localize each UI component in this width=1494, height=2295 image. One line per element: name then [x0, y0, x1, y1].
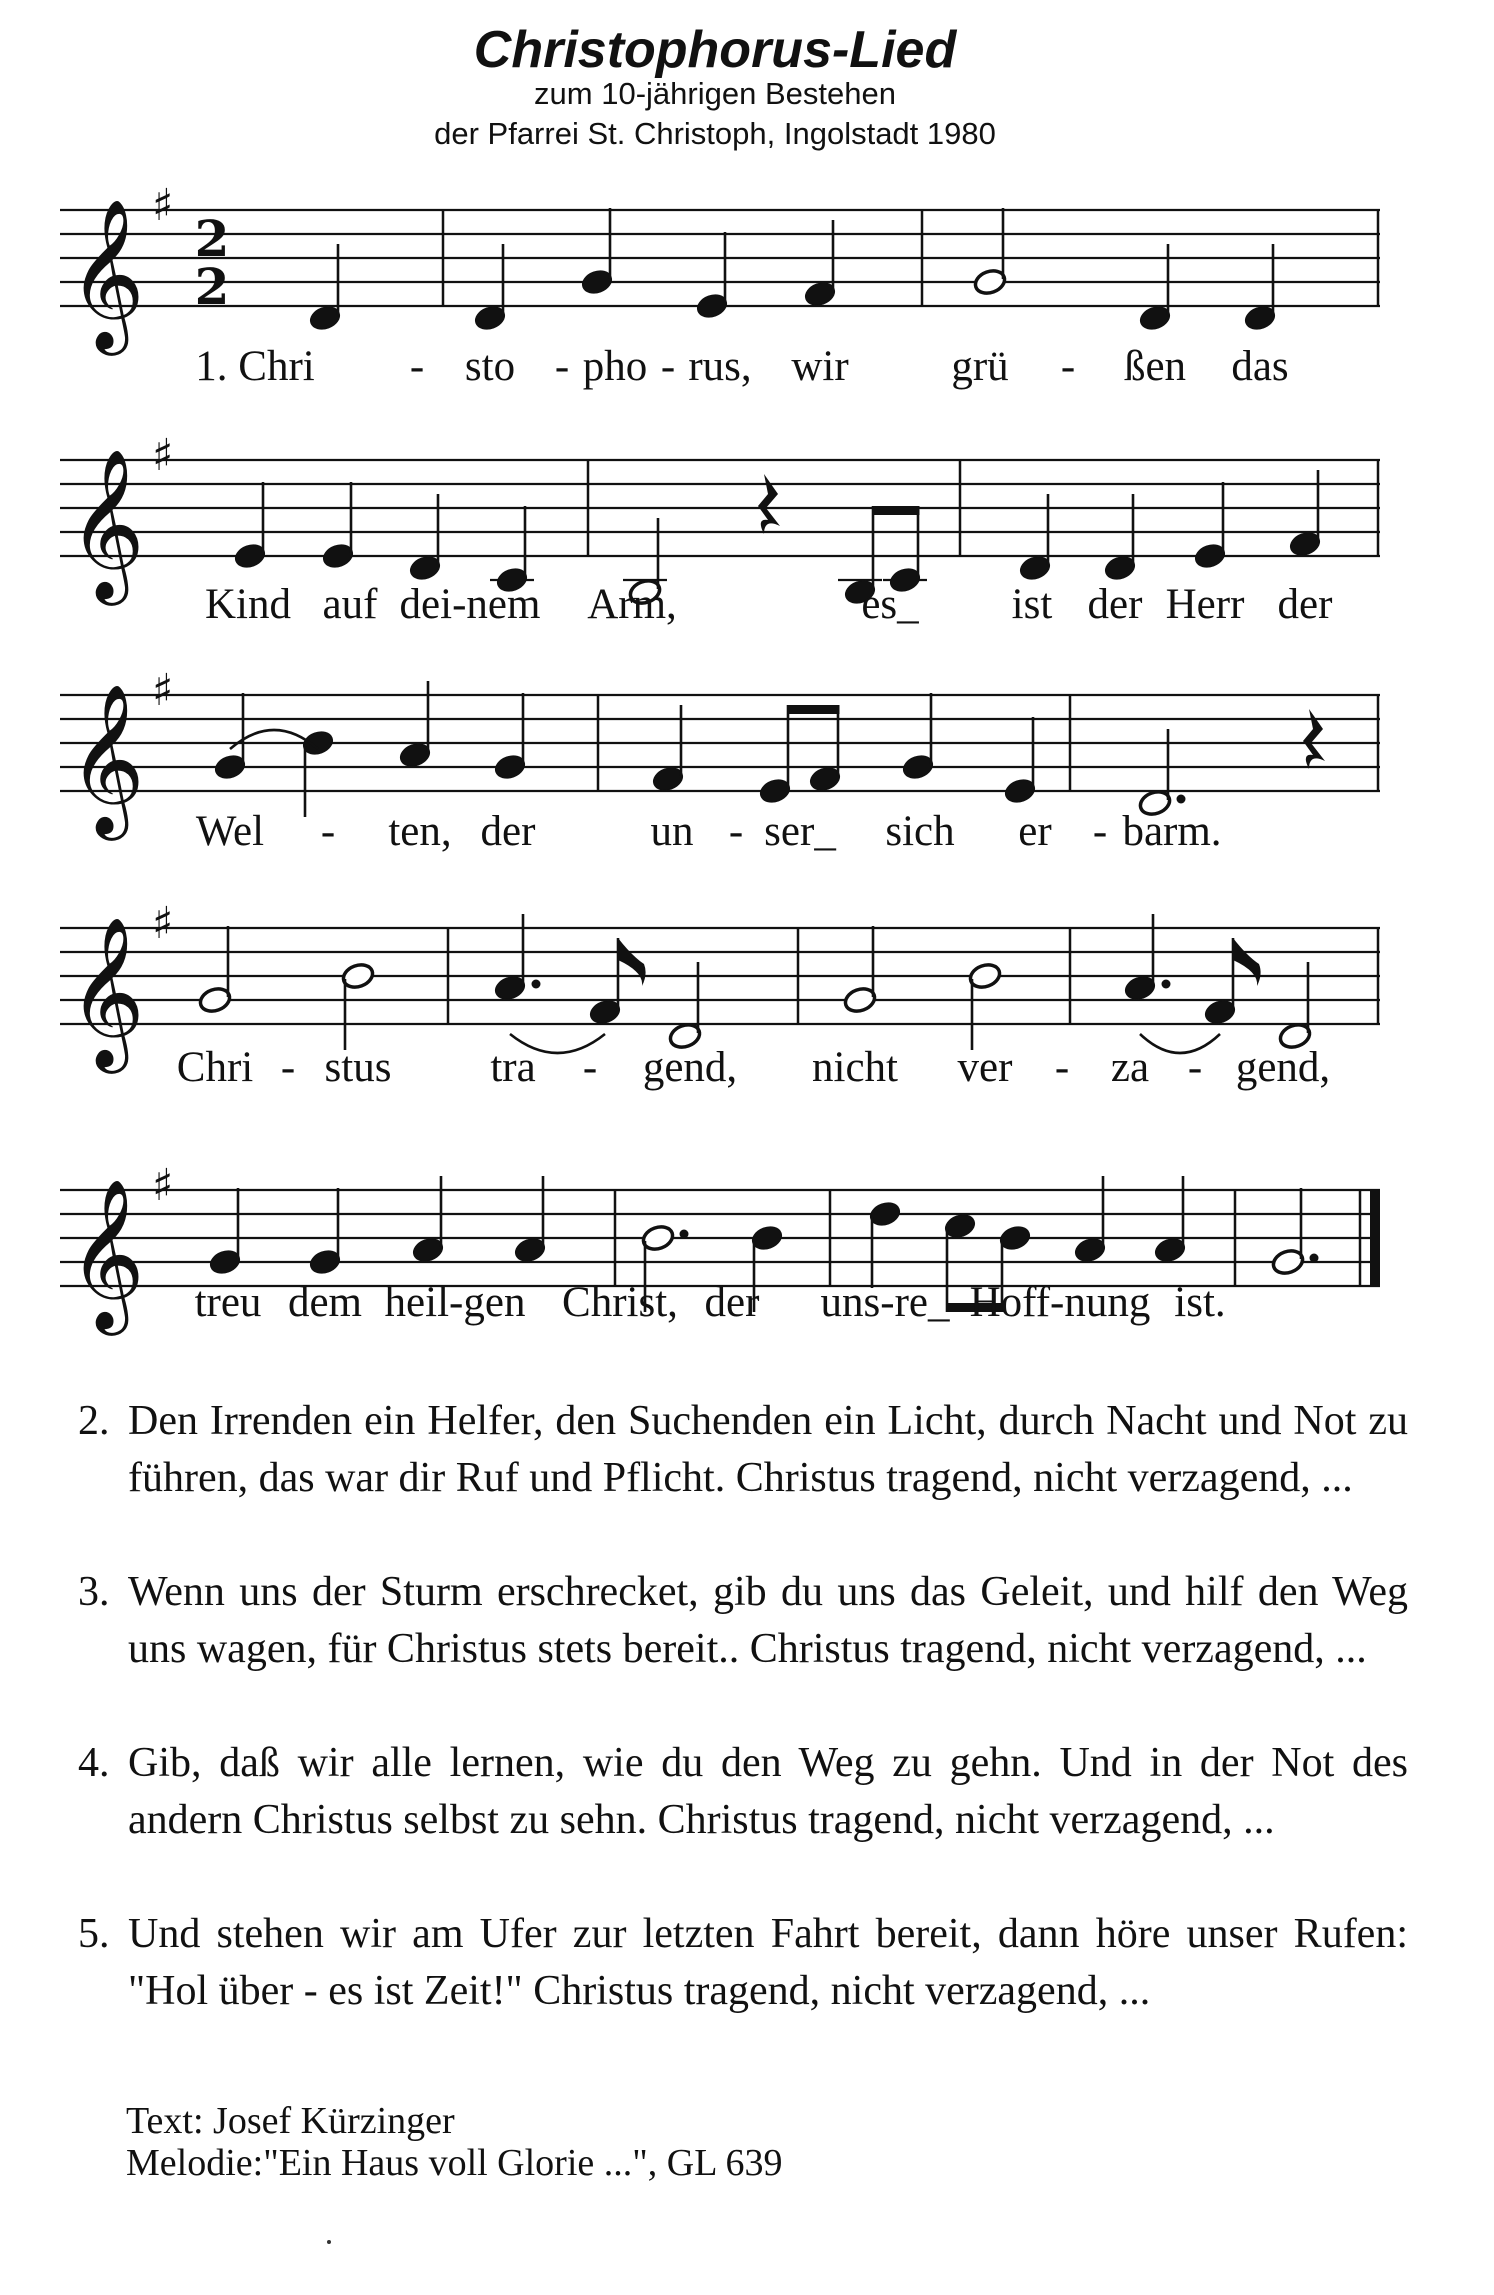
note-flag: [618, 938, 646, 986]
time-signature-top: 2: [194, 209, 230, 268]
verse-text: Wenn uns der Sturm erschrecket, gib du uns das Geleit, und hilf den Weg uns wagen, für Christus stets bereit.. Christus tragend, nicht verzagend, ...: [128, 1569, 1408, 1672]
music-staff-1: [60, 130, 1380, 350]
lyric-syllable: -: [409, 343, 425, 390]
lyric-syllable: -: [554, 343, 570, 390]
time-signature-bottom: 2: [194, 257, 230, 316]
verse-text: Und stehen wir am Ufer zur letzten Fahrt bereit, dann höre unser Rufen: "Hol über - es ist Zeit!" Christus tragend, nicht verzagend, ...: [128, 1911, 1408, 2014]
note-dot: [1177, 795, 1186, 804]
lyric-syllable: sich: [885, 808, 955, 855]
lyric-syllable: der: [1277, 581, 1333, 628]
note-dot: [1162, 980, 1171, 989]
lyric-syllable: rus,: [688, 343, 752, 390]
sharp-icon: ♯: [152, 430, 174, 481]
lyric-syllable: barm.: [1122, 808, 1222, 855]
lyrics-line-4: [60, 1043, 1380, 1093]
lyric-syllable: -: [1054, 1044, 1070, 1091]
lyric-syllable: gend,: [642, 1044, 738, 1091]
lyric-syllable: Christ,: [562, 1279, 678, 1326]
note-beam: [787, 705, 840, 714]
lyric-syllable: ßen: [1123, 343, 1187, 390]
lyric-syllable: -: [660, 343, 676, 390]
lyric-syllable: ver: [957, 1044, 1013, 1091]
note-dot: [532, 980, 541, 989]
speck: [327, 2240, 331, 2244]
note-dot: [1310, 1254, 1319, 1263]
lyric-syllable: es_: [861, 581, 919, 628]
lyric-syllable: nicht: [812, 1044, 898, 1091]
verse-text: Gib, daß wir alle lernen, wie du den Weg zu gehn. Und in der Not des andern Christus selbst zu sehn. Christus tragend, nicht verzagend, ...: [128, 1740, 1408, 1843]
lyrics-line-5: [60, 1278, 1380, 1328]
lyric-syllable: -: [1187, 1044, 1203, 1091]
lyric-syllable: treu: [194, 1279, 262, 1326]
treble-clef-icon: 𝄞: [68, 1177, 145, 1329]
lyric-syllable: tra: [490, 1044, 536, 1091]
song-title: Christophorus-Lied: [473, 21, 957, 79]
lyric-syllable: dei-nem: [399, 581, 541, 628]
lyric-syllable: ist: [1011, 581, 1053, 628]
verse-number: 4.: [78, 1740, 110, 1786]
lyric-syllable: dem: [287, 1279, 363, 1326]
treble-clef-icon: 𝄞: [68, 915, 145, 1067]
subtitle-line-2: der Pfarrei St. Christoph, Ingolstadt 1980: [434, 116, 996, 151]
lyric-syllable: -: [582, 1044, 598, 1091]
note-beam: [872, 506, 920, 515]
lyric-syllable: Herr: [1165, 581, 1245, 628]
sharp-icon: ♯: [152, 1160, 174, 1211]
lyric-syllable: auf: [322, 581, 378, 628]
verse-number: 3.: [78, 1569, 110, 1615]
lyric-syllable: Kind: [205, 581, 291, 628]
verse-number: 5.: [78, 1911, 110, 1957]
lyric-syllable: wir: [791, 343, 849, 390]
music-staff-3: [60, 615, 1380, 835]
sharp-icon: ♯: [152, 665, 174, 716]
lyric-syllable: heil-gen: [384, 1279, 526, 1326]
lyric-syllable: za: [1110, 1044, 1150, 1091]
lyric-syllable: der: [480, 808, 536, 855]
verse-4: [78, 1735, 1408, 1849]
lyric-syllable: -: [320, 808, 336, 855]
lyric-syllable: -: [1092, 808, 1108, 855]
sharp-icon: ♯: [152, 898, 174, 949]
lyric-syllable: pho: [582, 343, 648, 390]
lyric-syllable: sto: [464, 343, 516, 390]
lyric-syllable: un: [650, 808, 694, 855]
music-staff-4: [60, 848, 1380, 1068]
lyric-syllable: Chri: [176, 1044, 254, 1091]
final-bar-thick: [1370, 1190, 1380, 1286]
treble-clef-icon: 𝄞: [68, 447, 145, 599]
treble-clef-icon: 𝄞: [68, 197, 145, 349]
lyric-syllable: das: [1231, 343, 1289, 390]
lyric-syllable: stus: [324, 1044, 392, 1091]
subtitle-line-1: zum 10-jährigen Bestehen: [534, 76, 896, 111]
verse-3: [78, 1564, 1408, 1678]
lyric-syllable: Arm,: [587, 581, 677, 628]
lyric-syllable: er: [1018, 808, 1052, 855]
note-flag: [1233, 938, 1261, 986]
sharp-icon: ♯: [152, 180, 174, 231]
lyric-syllable: Wel: [195, 808, 265, 855]
lyric-syllable: uns-re_: [820, 1279, 950, 1326]
credit-text: Text: Josef Kürzinger: [126, 2100, 455, 2142]
lyric-syllable: ist.: [1174, 1279, 1226, 1326]
verse-text: Den Irrenden ein Helfer, den Suchenden ein Licht, durch Nacht und Not zu führen, das war dir Ruf und Pflicht. Christus tragend, nicht verzagend, ...: [128, 1398, 1408, 1501]
music-staff-2: [60, 380, 1380, 600]
lyric-syllable: der: [704, 1279, 760, 1326]
lyric-syllable: gend,: [1235, 1044, 1331, 1091]
lyric-syllable: Hoff-nung: [969, 1279, 1151, 1326]
lyric-syllable: 1. Chri: [195, 343, 315, 390]
lyric-syllable: ten,: [388, 808, 452, 855]
credit-melody: Melodie:"Ein Haus voll Glorie ...", GL 639: [126, 2142, 783, 2184]
lyric-syllable: der: [1087, 581, 1143, 628]
lyric-syllable: ser_: [764, 808, 836, 855]
lyric-syllable: -: [728, 808, 744, 855]
verse-2: [78, 1393, 1408, 1507]
lyric-syllable: grü: [951, 343, 1009, 390]
lyric-syllable: -: [1060, 343, 1076, 390]
verse-5: [78, 1906, 1408, 2020]
lyric-syllable: -: [280, 1044, 296, 1091]
treble-clef-icon: 𝄞: [68, 682, 145, 834]
verse-number: 2.: [78, 1398, 110, 1444]
note-dot: [680, 1230, 689, 1239]
